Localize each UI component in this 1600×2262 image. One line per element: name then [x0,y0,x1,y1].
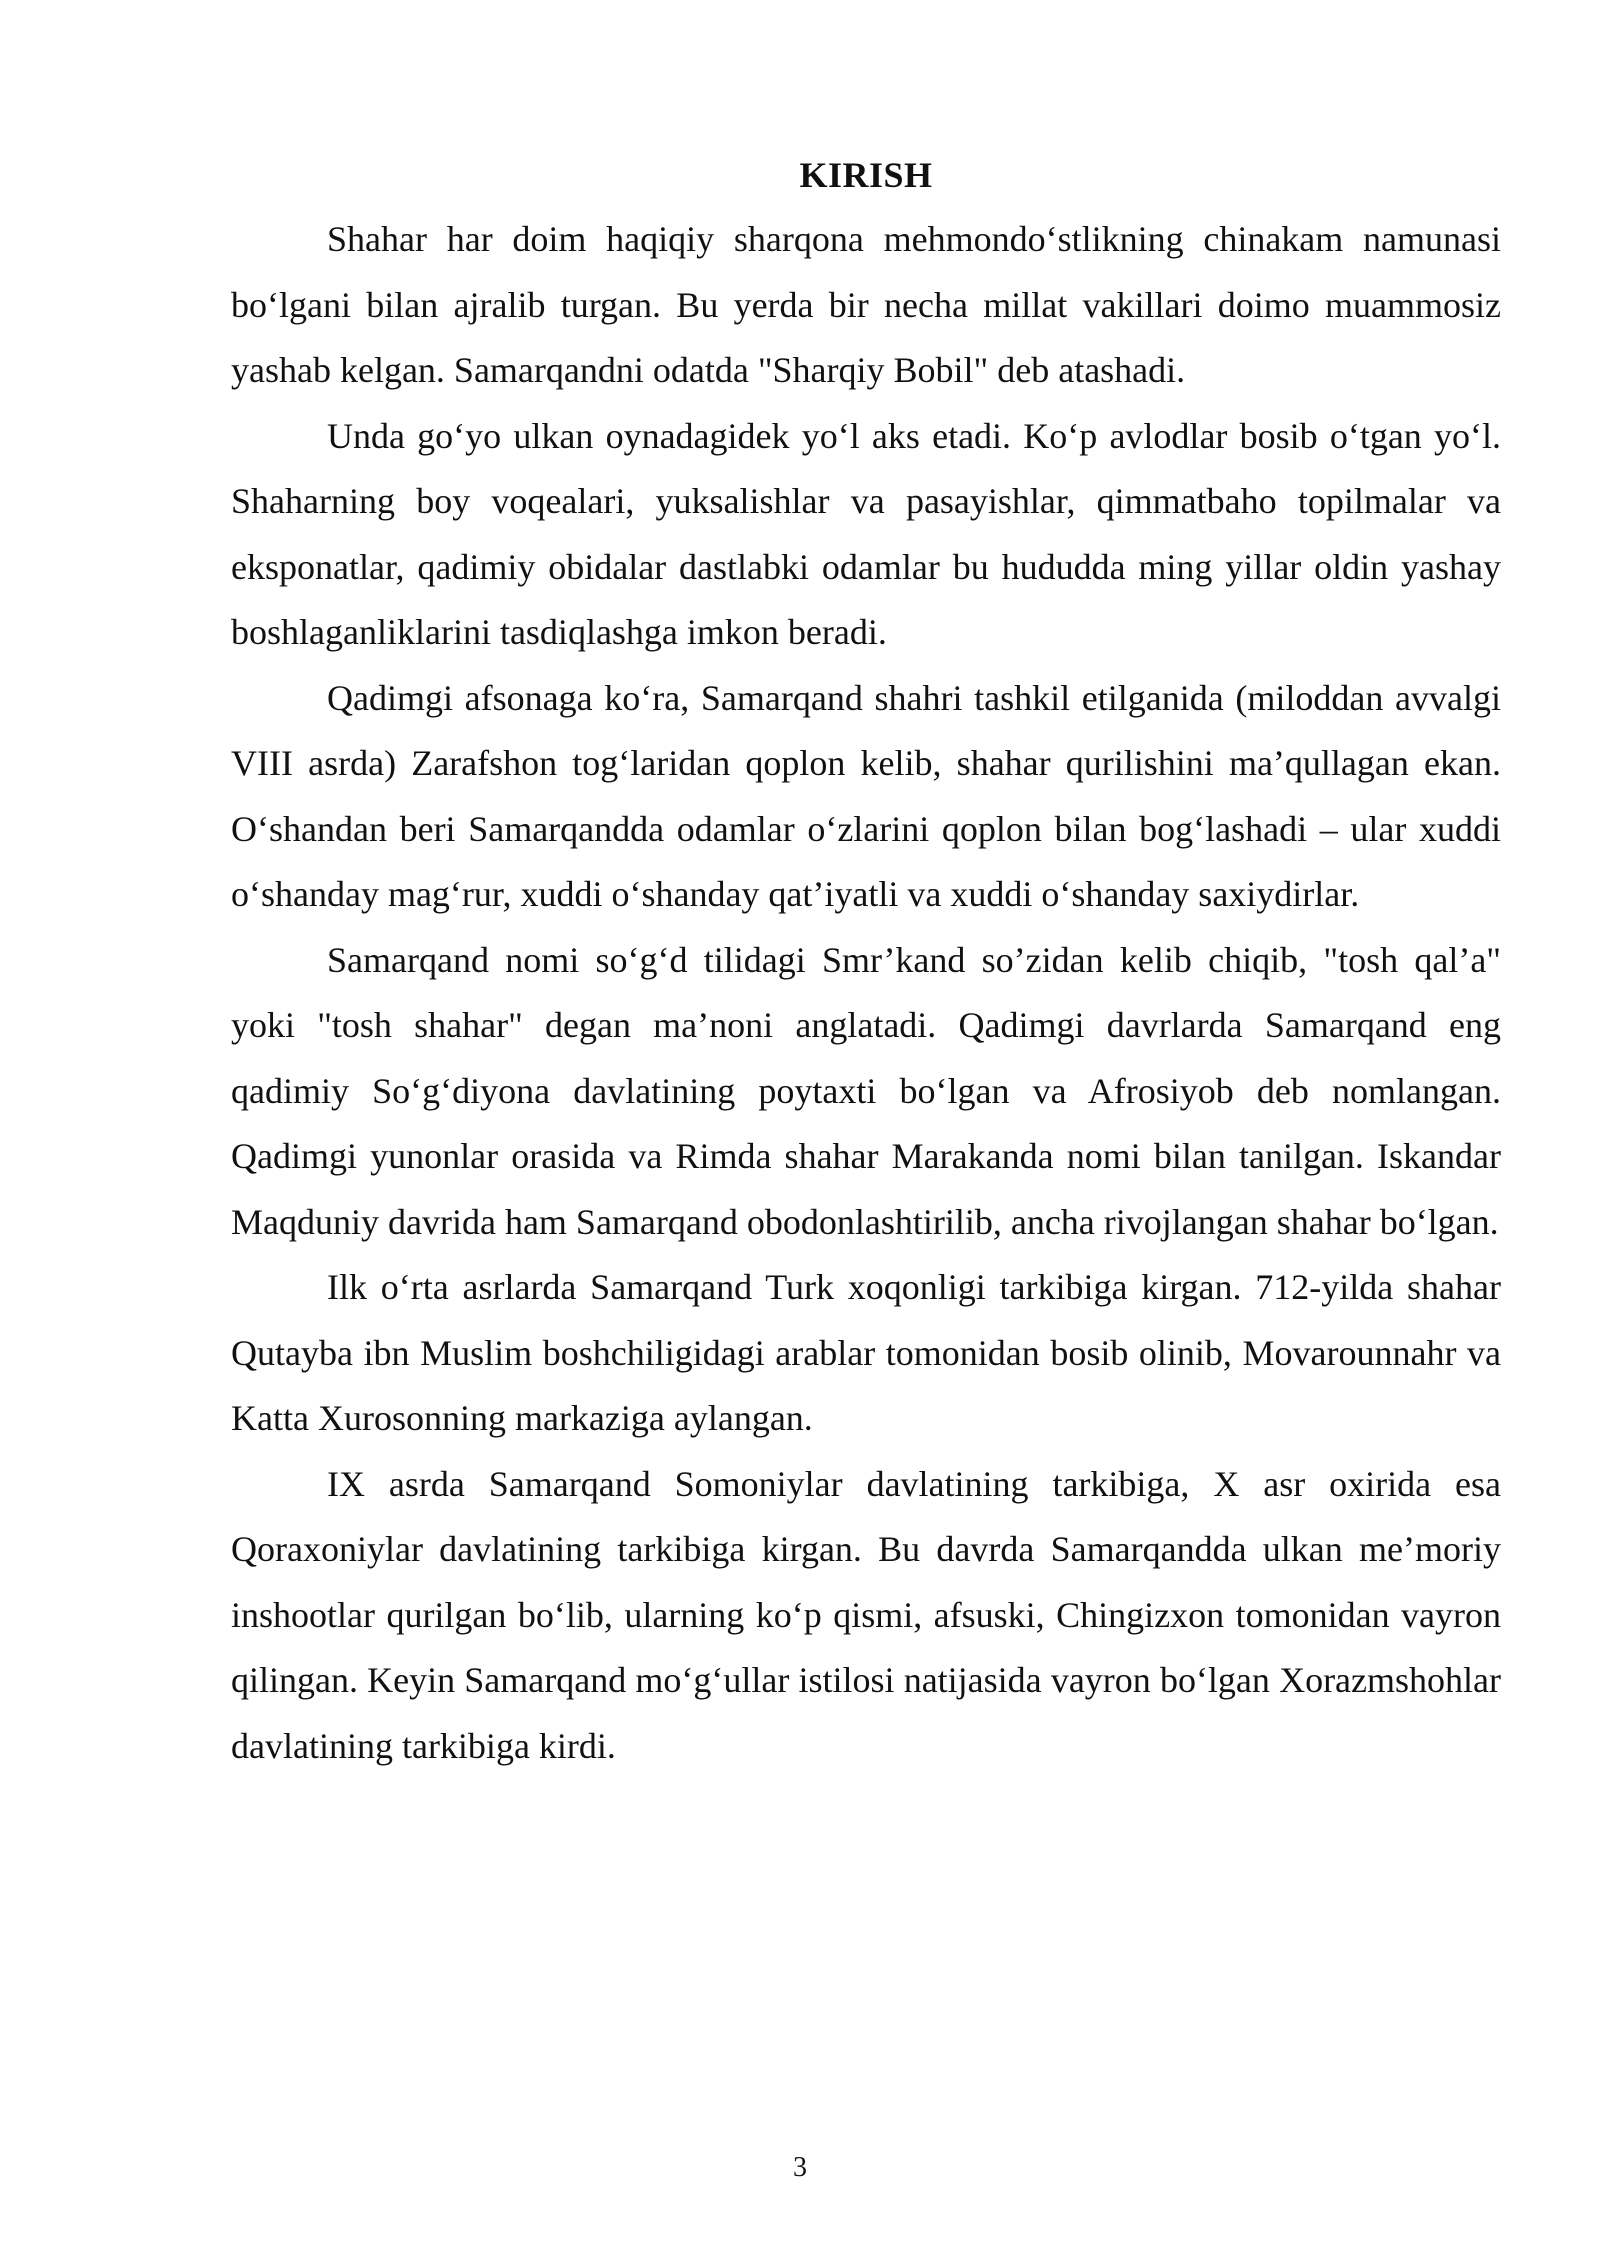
paragraph-1: Shahar har doim haqiqiy sharqona mehmondo‘stlikning chinakam namunasi bo‘lgani bilan ajralib turgan. Bu yerda bir necha millat vakillari doimo muammosiz yashab kelgan. Samarqandni odatda "Sharqiy Bobil" deb atashadi. [231,219,1501,390]
paragraph-4: Samarqand nomi so‘g‘d tilidagi Smr’kand so’zidan kelib chiqib, "tosh qal’a" yoki "tosh shahar" degan ma’noni anglatadi. Qadimgi davrlarda Samarqand eng qadimiy So‘g‘diyona davlatining poytaxti bo‘lgan va Afrosiyob deb nomlangan. Qadimgi yunonlar orasida va Rimda shahar Marakanda nomi bilan tanilgan. Iskandar Maqduniy davrida ham Samarqand obodonlashtirilib, ancha rivojlangan shahar bo‘lgan. [231,939,1501,1242]
paragraph-2: Unda go‘yo ulkan oynadagidek yo‘l aks etadi. Ko‘p avlodlar bosib o‘tgan yo‘l. Shaharning boy voqealari, yuksalishlar va pasayishlar, qimmatbaho topilmalar va eksponatlar, qadimiy obidalar dastlabki odamlar bu hududda ming yillar oldin yashay boshlaganliklarini tasdiqlashga imkon beradi. [231,415,1501,652]
page-title: KIRISH [799,155,933,195]
paragraph-6: IX asrda Samarqand Somoniylar davlatining tarkibiga, X asr oxirida esa Qoraxoniylar davlatining tarkibiga kirgan. Bu davrda Samarqandda ulkan me’moriy inshootlar qurilgan bo‘lib, ularning ko‘p qismi, afsuski, Chingizxon tomonidan vayron qilingan. Keyin Samarqand mo‘g‘ullar istilosi natijasida vayron bo‘lgan Xorazmshohlar davlatining tarkibiga kirdi. [231,1463,1501,1766]
paragraph-3: Qadimgi afsonaga ko‘ra, Samarqand shahri tashkil etilganida (miloddan avvalgi VIII asrda) Zarafshon tog‘laridan qoplon kelib, shahar qurilishini ma’qullagan ekan. O‘shandan beri Samarqandda odamlar o‘zlarini qoplon bilan bog‘lashadi – ular xuddi o‘shanday mag‘rur, xuddi o‘shanday qat’iyatli va xuddi o‘shanday saxiydirlar. [231,677,1501,914]
page-content [231,145,1501,1779]
paragraph-5: Ilk o‘rta asrlarda Samarqand Turk xoqonligi tarkibiga kirgan. 712-yilda shahar Qutayba ibn Muslim boshchiligidagi arablar tomonidan bosib olinib, Movarounnahr va Katta Xurosonning markaziga aylangan. [231,1267,1501,1438]
page-number: 3 [793,2152,807,2183]
